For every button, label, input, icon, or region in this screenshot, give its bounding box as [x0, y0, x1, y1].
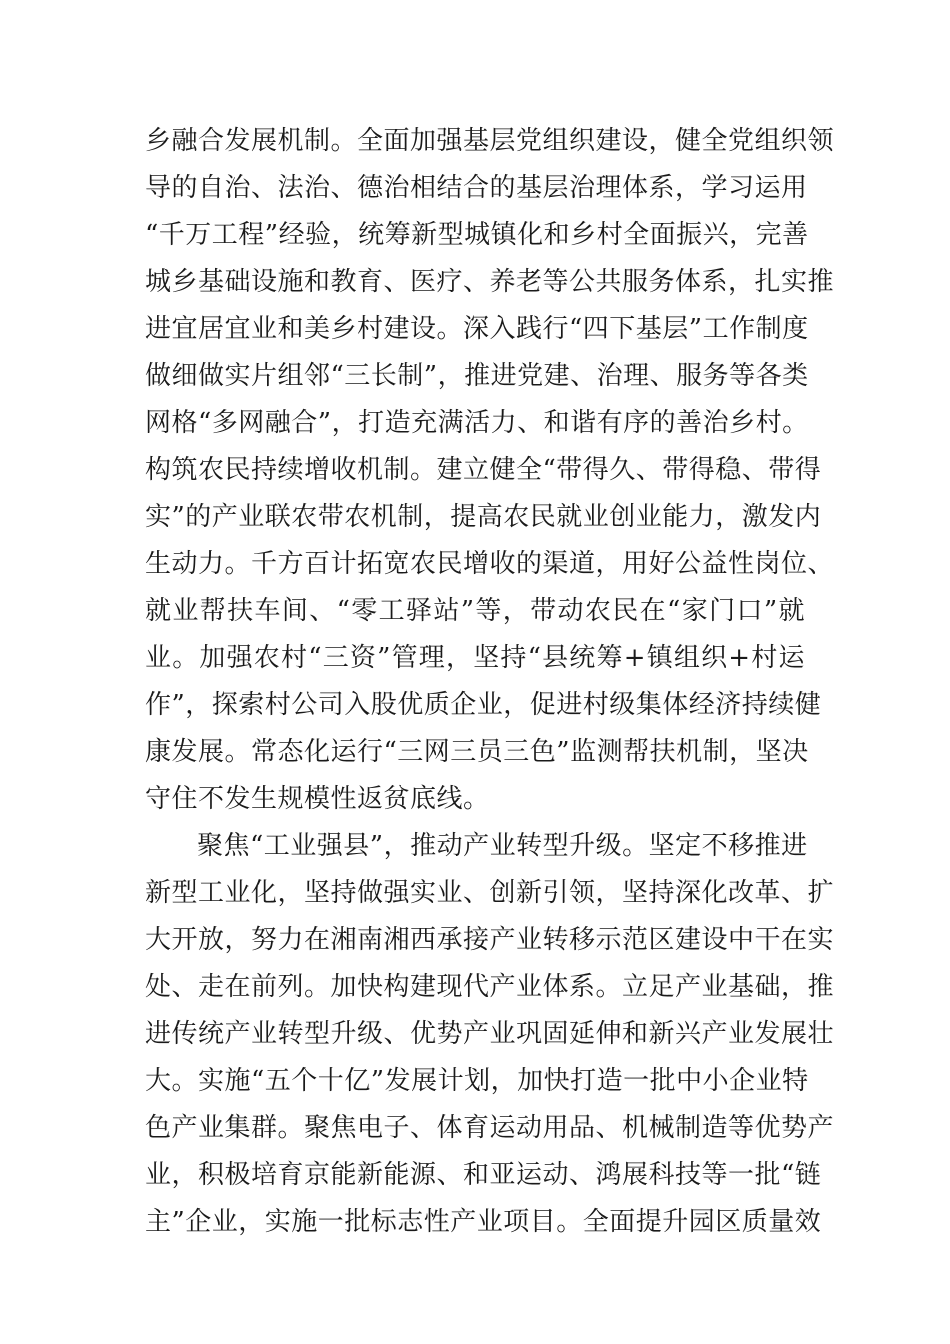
- text-line: 构筑农民持续增收机制。建立健全“带得久、带得稳、带得: [145, 455, 822, 485]
- text-line: 乡融合发展机制。全面加强基层党组织建设，健全党组织领: [145, 126, 835, 156]
- text-line: 守住不发生规模性返贫底线。: [145, 784, 490, 814]
- text-line: 导的自治、法治、德治相结合的基层治理体系，学习运用: [145, 173, 808, 203]
- text-line: 就业帮扶车间、“零工驿站”等，带动农民在“家门口”就: [145, 596, 805, 626]
- text-line: 大开放，努力在湘南湘西承接产业转移示范区建设中干在实: [145, 925, 835, 955]
- text-line: 进传统产业转型升级、优势产业巩固延伸和新兴产业发展壮: [145, 1019, 835, 1049]
- text-line: 大。实施“五个十亿”发展计划，加快打造一批中小企业特: [145, 1066, 809, 1096]
- text-line: 作”，探索村公司入股优质企业，促进村级集体经济持续健: [145, 690, 822, 720]
- text-line: 网格“多网融合”，打造充满活力、和谐有序的善治乡村。: [145, 408, 809, 438]
- paragraph-1: [145, 118, 835, 823]
- text-line: 业，积极培育京能新能源、和亚运动、鸿展科技等一批“链: [145, 1160, 822, 1190]
- paragraph-2: [145, 823, 835, 1246]
- text-line: 主”企业，实施一批标志性产业项目。全面提升园区质量效: [145, 1207, 822, 1237]
- text-line: “千万工程”经验，统筹新型城镇化和乡村全面振兴，完善: [145, 220, 809, 250]
- text-line: 处、走在前列。加快构建现代产业体系。立足产业基础，推: [145, 972, 835, 1002]
- text-line: 实”的产业联农带农机制，提高农民就业创业能力，激发内: [145, 502, 822, 532]
- text-line: 聚焦“工业强县”，推动产业转型升级。坚定不移推进: [197, 831, 808, 861]
- document-body: [145, 118, 835, 1246]
- text-line: 城乡基础设施和教育、医疗、养老等公共服务体系，扎实推: [145, 267, 835, 297]
- text-line: 色产业集群。聚焦电子、体育运动用品、机械制造等优势产: [145, 1113, 835, 1143]
- text-line: 做细做实片组邻“三长制”，推进党建、治理、服务等各类: [145, 361, 809, 391]
- text-line: 康发展。常态化运行“三网三员三色”监测帮扶机制，坚决: [145, 737, 809, 767]
- text-line: 进宜居宜业和美乡村建设。深入践行“四下基层”工作制度: [145, 314, 809, 344]
- text-line: 新型工业化，坚持做强实业、创新引领，坚持深化改革、扩: [145, 878, 835, 908]
- text-line: 生动力。千方百计拓宽农民增收的渠道，用好公益性岗位、: [145, 549, 835, 579]
- text-line: 业。加强农村“三资”管理，坚持“县统筹+镇组织+村运: [145, 643, 805, 673]
